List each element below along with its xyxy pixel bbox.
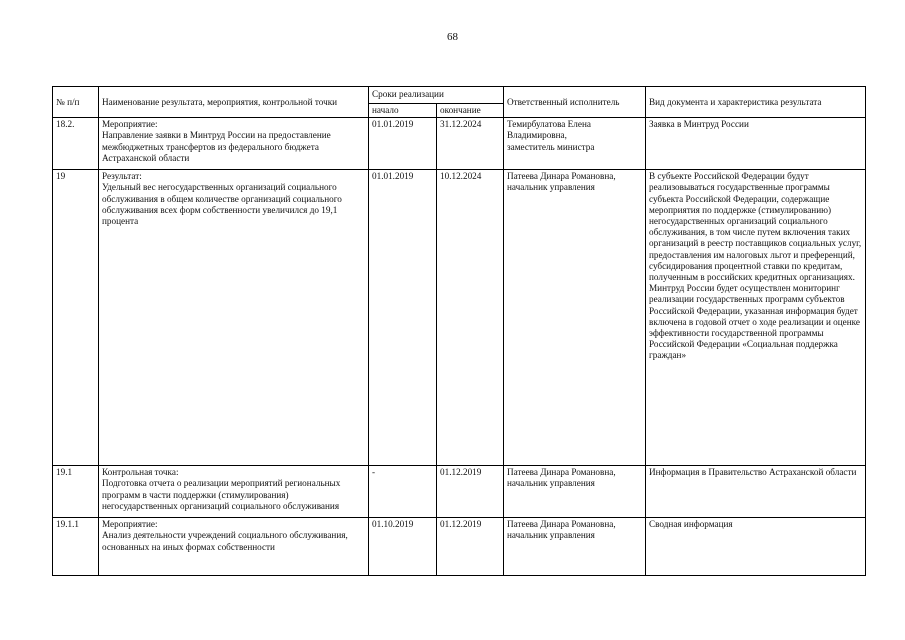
cell-executor: Патеева Динара Романовна, начальник управления (504, 466, 646, 518)
cell-executor: Темирбулатова Елена Владимировна, заместитель министра (504, 118, 646, 170)
table-row (53, 518, 866, 576)
cell-executor: Патеева Динара Романовна, начальник управления (504, 518, 646, 576)
cell-name: Контрольная точка: Подготовка отчета о реализации мероприятий региональных программ в части поддержки (стимулирования) негосударственных организаций социального обслуживания (99, 466, 369, 518)
cell-name: Результат: Удельный вес негосударственных организаций социального обслуживания в общем количестве организаций социального обслуживания всех форм собственности увеличился до 19,1 процента (99, 170, 369, 466)
cell-name: Мероприятие: Направление заявки в Минтруд России на предоставление межбюджетных трансфертов из федерального бюджета Астраханской области (99, 118, 369, 170)
cell-end: 01.12.2019 (437, 466, 504, 518)
header-num: № п/п (53, 87, 99, 118)
header-document: Вид документа и характеристика результата (646, 87, 866, 118)
cell-num: 19 (53, 170, 99, 466)
table-row (53, 118, 866, 170)
cell-start: - (369, 466, 437, 518)
header-terms: Сроки реализации (369, 87, 504, 104)
table-header-row (53, 87, 866, 104)
cell-num: 18.2. (53, 118, 99, 170)
cell-start: 01.01.2019 (369, 170, 437, 466)
cell-document: В субъекте Российской Федерации будут реализовываться государственные программы субъекта Российской Федерации, содержащие мероприятия по поддержке (стимулированию) негосударственных организаций социального обслуживания, в том числе путем включения таких организаций в реестр поставщиков социальных услуг, предоставления им налоговых льгот и преференций, субсидирования процентной ставки по кредитам, полученным в российских кредитных организациях. Минтруд России будет осуществлен мониторинг реализации государственных программ субъектов Российской Федерации, указанная информация будет включена в годовой отчет о ходе реализации и оценке эффективности государственной программы Российской Федерации «Социальная поддержка граждан» (646, 170, 866, 466)
page-number: 68 (447, 31, 458, 43)
cell-document: Заявка в Минтруд России (646, 118, 866, 170)
header-name: Наименование результата, мероприятия, контрольной точки (99, 87, 369, 118)
cell-end: 31.12.2024 (437, 118, 504, 170)
cell-name: Мероприятие: Анализ деятельности учреждений социального обслуживания, основанных на иных формах собственности (99, 518, 369, 576)
cell-num: 19.1.1 (53, 518, 99, 576)
table-row (53, 466, 866, 518)
table-row (53, 170, 866, 466)
cell-start: 01.01.2019 (369, 118, 437, 170)
header-end: окончание (437, 104, 504, 118)
cell-end: 01.12.2019 (437, 518, 504, 576)
cell-executor: Патеева Динара Романовна, начальник управления (504, 170, 646, 466)
header-start: начало (369, 104, 437, 118)
cell-start: 01.10.2019 (369, 518, 437, 576)
implementation-plan-table (52, 86, 866, 576)
cell-document: Информация в Правительство Астраханской области (646, 466, 866, 518)
cell-end: 10.12.2024 (437, 170, 504, 466)
cell-document: Сводная информация (646, 518, 866, 576)
cell-num: 19.1 (53, 466, 99, 518)
header-executor: Ответственный исполнитель (504, 87, 646, 118)
